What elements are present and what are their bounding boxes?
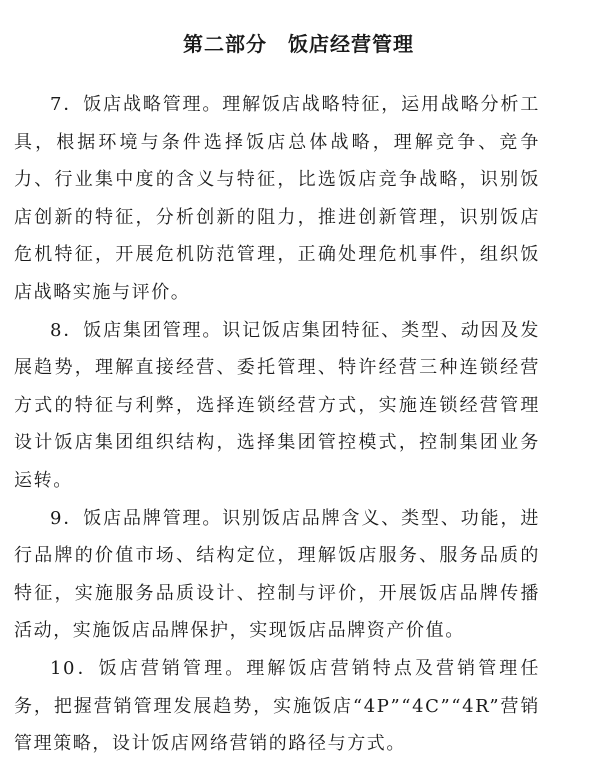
paragraph-group-management: 8．饭店集团管理。识记饭店集团特征、类型、动因及发展趋势，理解直接经营、委托管理、特许经营三种连锁经营方式的特征与利弊，选择连锁经营方式，实施连锁经营管理设计饭店集团组织结构，选择集团管控模式，控制集团业务运转。 (14, 319, 540, 491)
paragraph-strategy-management: 7．饭店战略管理。理解饭店战略特征，运用战略分析工具，根据环境与条件选择饭店总体战略，理解竞争、竞争力、行业集中度的含义与特征，比选饭店竞争战略，识别饭店创新的特征，分析创新的阻力，推进创新管理，识别饭店危机特征，开展危机防范管理，正确处理危机事件，组织饭店战略实施与评价。 (14, 94, 540, 303)
section-title: 第二部分 饭店经营管理 (183, 32, 414, 56)
body-text (14, 86, 540, 763)
paragraph-brand-management: 9．饭店品牌管理。识别饭店品牌含义、类型、功能，进行品牌的价值市场、结构定位，理解饭店服务、服务品质的特征，实施服务品质设计、控制与评价，开展饭店品牌传播活动，实施饭店品牌保护，实现饭店品牌资产价值。 (14, 507, 540, 642)
paragraph-marketing-management: 10．饭店营销管理。理解饭店营销特点及营销管理任务，把握营销管理发展趋势，实施饭店“4P”“4C”“4R”营销管理策略，设计饭店网络营销的路径与方式。 (14, 657, 540, 755)
